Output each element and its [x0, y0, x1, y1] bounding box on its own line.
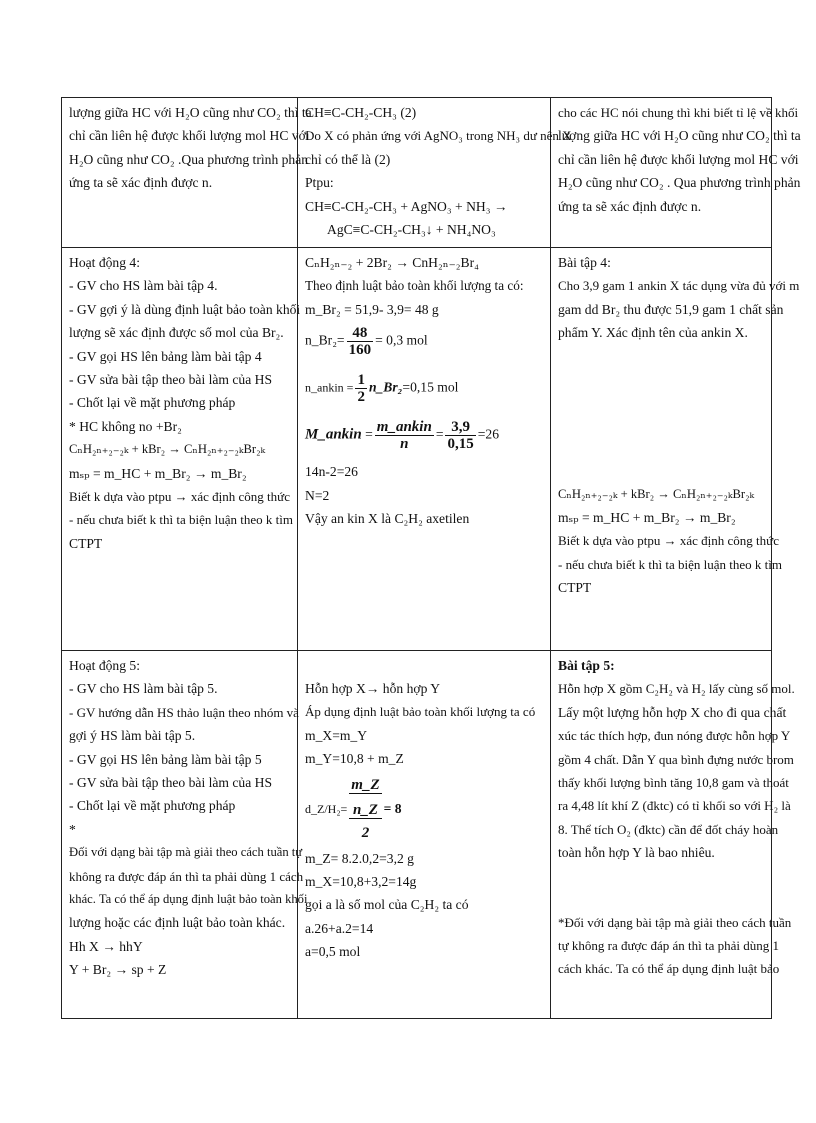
text-line: - GV hướng dẫn HS thảo luận theo nhóm và	[69, 704, 299, 720]
text-line: Hoạt động 5:	[69, 658, 140, 673]
fraction-denominator: n	[400, 436, 409, 453]
fraction	[347, 325, 374, 358]
solution-cell	[298, 248, 551, 651]
fraction-denominator: 0,15	[447, 436, 474, 453]
fraction-numerator: n_Z	[349, 802, 381, 819]
text-line: không ra được đáp án thì ta phải dùng 1 cách	[69, 868, 304, 884]
text-line: Áp dụng định luật bảo toàn khối lượng ta có	[305, 704, 536, 720]
text-line: CH≡C-CH₂-CH₃ (2)	[305, 105, 417, 120]
formula-label: n_Br₂=	[305, 332, 345, 348]
content-cell	[551, 98, 801, 248]
text-line: N=2	[305, 487, 330, 503]
equation-line: CₙH₂ₙ₊₂₋₂ₖ + kBr₂ → CₙH₂ₙ₊₂₋₂ₖBr₂ₖ	[558, 486, 755, 501]
formula-result: = 8	[383, 800, 402, 816]
text-line: *	[69, 821, 76, 837]
exercise-title: Bài tập 5:	[558, 658, 615, 673]
text-line: lượng giữa HC với H₂O cũng như CO₂ thì ta	[69, 105, 312, 120]
equation-line: Y + Br₂ → sp + Z	[69, 962, 167, 978]
text-line: Vậy an kin X là C₂H₂ axetilen	[305, 511, 470, 527]
fraction	[355, 372, 367, 405]
text-line: chỉ cần liên hệ được khối lượng mol HC với	[558, 151, 799, 167]
text-line: ứng ta sẽ xác định được n.	[69, 175, 213, 191]
text-line: Ptpu:	[305, 175, 334, 191]
text-line: - GV gọi HS lên bảng làm bài tập 4	[69, 348, 262, 364]
fraction-numerator: 1	[357, 372, 365, 389]
equation-line: m_Y=10,8 + m_Z	[305, 751, 404, 767]
text-line: m_Br₂ = 51,9- 3,9= 48 g	[305, 301, 439, 317]
text-line: thấy khối lượng bình tăng 10,8 gam và thoát	[558, 775, 789, 791]
text-line: - GV cho HS làm bài tập 5.	[69, 681, 218, 697]
text-line: - GV sửa bài tập theo bài làm của HS	[69, 775, 273, 791]
text-line: m_X=10,8+3,2=14g	[305, 874, 417, 890]
text-line: 14n-2=26	[305, 464, 358, 480]
equation-line: CₙH₂ₙ₊₂₋₂ₖ + kBr₂ → CₙH₂ₙ₊₂₋₂ₖBr₂ₖ	[69, 442, 266, 457]
text-line: phẩm Y. Xác định tên của ankin X.	[558, 325, 748, 341]
equation-line: m_X=m_Y	[305, 727, 368, 743]
formula-line: M_ankin = $\frac{\text{m\_ankin}}{n}$ = $\frac{3,9}{0,15}$ =26	[305, 419, 499, 453]
text-line: H₂O cũng như CO₂ . Qua phương trình phản	[558, 175, 801, 191]
formula-label: n_ankin =	[305, 380, 354, 395]
text-line: - nếu chưa biết k thì ta biện luận theo k tìm	[558, 556, 783, 572]
text-line: chỉ có thể là (2)	[305, 151, 391, 167]
table-row	[62, 651, 772, 1019]
fraction-numerator: 3,9	[445, 419, 475, 436]
formula-label: M_ankin	[305, 426, 362, 443]
formula-result: = 0,3 mol	[375, 332, 428, 348]
text-line: lượng giữa HC với H₂O cũng như CO₂ thì ta	[558, 128, 801, 144]
text-line: - GV cho HS làm bài tập 4.	[69, 278, 218, 294]
teacher-activity-cell	[62, 248, 301, 651]
text-line: ứng ta sẽ xác định được n.	[558, 198, 702, 214]
text-line: Theo định luật bảo toàn khối lượng ta có:	[305, 278, 524, 294]
text-line: Lấy một lượng hỗn hợp X cho đi qua chất	[558, 704, 787, 720]
equation-line: mₛₚ = m_HC + m_Br₂ → m_Br₂	[69, 465, 247, 481]
text-line: CH≡C-CH₂-CH₃ + AgNO₃ + NH₃ →	[305, 198, 508, 214]
text-line: 8. Thể tích O₂ (đktc) cần để đốt cháy hoàn	[558, 821, 779, 837]
fraction-denominator: 2	[361, 824, 370, 841]
text-line: chỉ cần liên hệ được khối lượng mol HC với	[69, 128, 310, 144]
table-row	[62, 248, 772, 651]
table-row	[62, 98, 772, 248]
text-line: toàn hỗn hợp Y là bao nhiêu.	[558, 845, 715, 861]
text-line: Biết k dựa vào ptpu → xác định công thức	[558, 533, 779, 549]
text-line: H₂O cũng như CO₂ .Qua phương trình phản	[69, 151, 309, 167]
fraction	[375, 419, 434, 452]
exercise-title: Bài tập 4:	[558, 255, 611, 270]
text-line: m_Z= 8.2.0,2=3,2 g	[305, 850, 414, 866]
text-line: Cho 3,9 gam 1 ankin X tác dụng vừa đủ với m	[558, 278, 800, 294]
text-line: Đối với dạng bài tập mà giải theo cách tuần tự	[69, 845, 303, 860]
fraction	[349, 777, 381, 841]
equation-line: mₛₚ = m_HC + m_Br₂ → m_Br₂	[558, 510, 736, 526]
text-line: gọi a là số mol của C₂H₂ ta có	[305, 897, 469, 913]
text-line: Hỗn hợp X gồm C₂H₂ và H₂ lấy cùng số mol.	[558, 681, 795, 697]
text-line: CTPT	[558, 580, 592, 596]
text-line: CTPT	[69, 535, 103, 551]
text-line: lượng hoặc các định luật bảo toàn khác.	[69, 915, 286, 931]
text-line: khác. Ta có thể áp dụng định luật bảo toàn khối	[69, 892, 308, 907]
text-line: ra 4,48 lít khí Z (đktc) có tỉ khối so với H₂ là	[558, 798, 791, 814]
text-line: - Chốt lại về mặt phương pháp	[69, 798, 236, 814]
text-line: - GV sửa bài tập theo bài làm của HS	[69, 372, 273, 388]
text-line: a=0,5 mol	[305, 944, 361, 960]
teacher-activity-cell	[62, 651, 308, 1019]
formula-result: =26	[477, 426, 499, 442]
text-line: gợi ý HS làm bài tập 5.	[69, 728, 196, 744]
text-line: * HC không no +Br₂	[69, 418, 182, 434]
formula-result: =0,15 mol	[402, 379, 459, 395]
text-line: cho các HC nói chung thì khi biết tỉ lệ về khối	[558, 105, 799, 120]
solution-cell	[298, 98, 572, 248]
text-line: gồm 4 chất. Dẫn Y qua bình đựng nước brom	[558, 751, 794, 767]
formula-line	[305, 777, 544, 841]
solution-cell	[298, 651, 551, 1019]
fraction-denominator: 160	[348, 342, 372, 359]
equation-line: CₙH₂ₙ₋₂ + 2Br₂ → CnH₂ₙ₋₂Br₄	[305, 255, 479, 270]
content-cell	[551, 248, 800, 651]
text-line: - Chốt lại về mặt phương pháp	[69, 395, 236, 411]
fraction-numerator: m_ankin	[376, 419, 432, 436]
text-line: cách khác. Ta có thể áp dụng định luật bảo	[558, 961, 780, 977]
lesson-plan-table	[61, 97, 801, 1019]
formula-line	[305, 372, 544, 405]
text-line: Biết k dựa vào ptpu → xác định công thức	[69, 489, 290, 505]
formula-term: n_Br₂	[368, 379, 403, 395]
text-line: gam dd Br₂ thu được 51,9 gam 1 chất sản	[558, 301, 784, 317]
fraction-numerator: m_Z	[351, 776, 380, 793]
text-line: AgC≡C-CH₂-CH₃↓ + NH₄NO₃	[327, 222, 496, 238]
text-line: Hoạt động 4:	[69, 255, 140, 270]
teacher-activity-cell	[62, 98, 312, 248]
text-line: Do X có phản ứng với AgNO₃ trong NH₃ dư nên X	[305, 128, 572, 144]
text-line: tự không ra được đáp án thì ta phải dùng 1	[558, 938, 779, 954]
text-line: Hỗn hợp X→ hỗn hợp Y	[305, 681, 441, 696]
content-cell	[551, 651, 795, 1019]
text-line: - GV gọi HS lên bảng làm bài tập 5	[69, 751, 262, 767]
fraction-numerator: 48	[347, 325, 374, 342]
text-line: a.26+a.2=14	[305, 920, 374, 936]
formula-line	[305, 325, 544, 358]
fraction-denominator: 2	[357, 389, 365, 406]
text-line: - GV gợi ý là dùng định luật bảo toàn khối	[69, 301, 301, 317]
text-line: lượng sẽ xác định được số mol của Br₂.	[69, 325, 284, 341]
equation-line: Hh X → hhY	[69, 938, 143, 954]
fraction	[445, 419, 475, 452]
text-line: - nếu chưa biết k thì ta biện luận theo k tìm	[69, 512, 294, 528]
formula-label: d_Z/H₂=	[305, 801, 348, 816]
text-line: xúc tác thích hợp, đun nóng được hỗn hợp Y	[558, 728, 791, 744]
text-line: *Đối với dạng bài tập mà giải theo cách tuần	[558, 914, 792, 930]
